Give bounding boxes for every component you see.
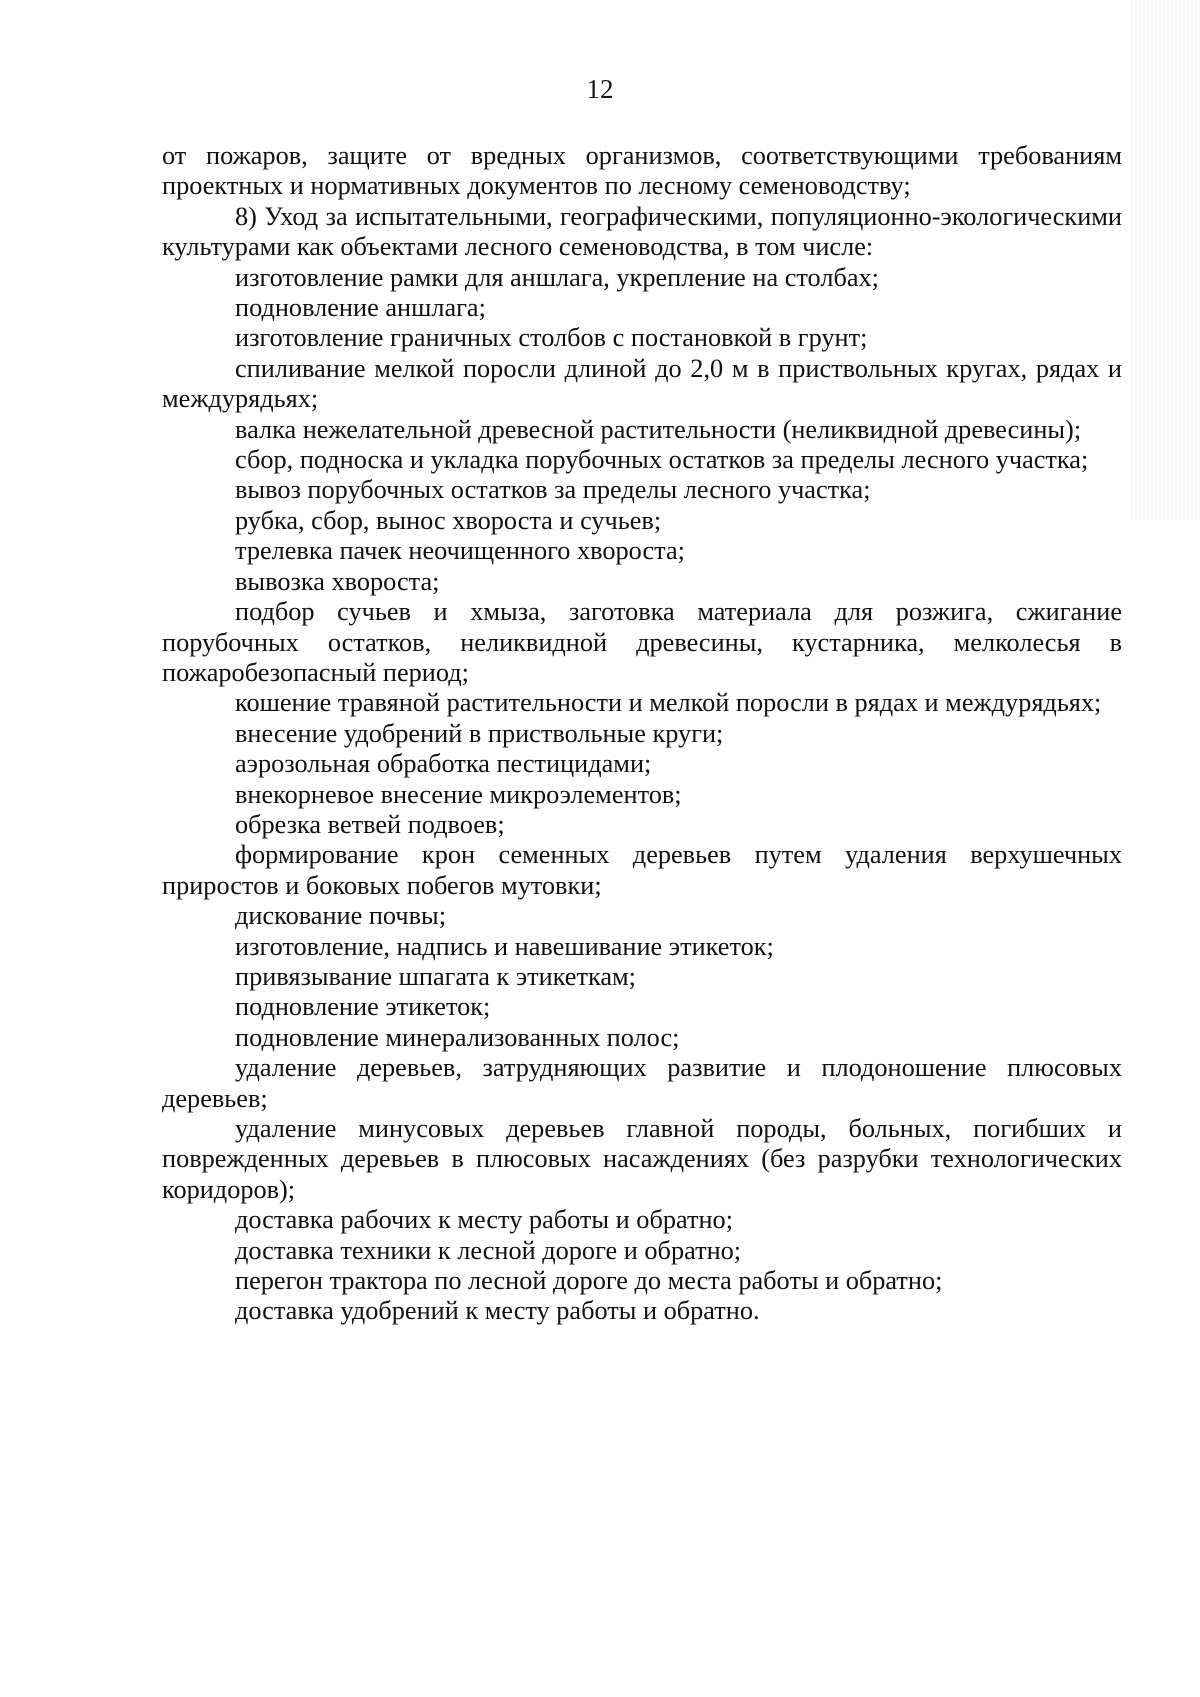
list-item: аэрозольная обработка пестицидами; (235, 749, 652, 779)
list-item: валка нежелательной древесной растительности (неликвидной древесины); (235, 414, 1082, 444)
paragraph: от пожаров, защите от вредных организмов, соответствующими требованиям проектных и нормативных документов по лесному семеноводству; (162, 141, 1122, 201)
list-item: изготовление, надпись и навешивание этикеток; (235, 931, 774, 961)
list-item: формирование крон семенных деревьев путем удаления верхушечных приростов и боковых побегов мутовки; (162, 840, 1122, 900)
list-item: привязывание шпагата к этикеткам; (235, 961, 636, 991)
list-item: перегон трактора по лесной дороге до места работы и обратно; (235, 1266, 943, 1296)
list-item: спиливание мелкой поросли длиной до 2,0 м в приствольных кругах, рядах и междурядьях; (162, 353, 1122, 414)
list-item: вывозка хвороста; (235, 566, 440, 596)
list-item: подновление аншлага; (235, 293, 486, 323)
list-item: удаление деревьев, затрудняющих развитие и плодоношение плюсовых деревьев; (162, 1053, 1122, 1113)
list-item: доставка техники к лесной дороге и обратно; (235, 1235, 742, 1265)
list-item: доставка удобрений к месту работы и обратно. (235, 1296, 760, 1326)
list-item: изготовление рамки для аншлага, укрепление на столбах; (235, 262, 879, 292)
list-item: внесение удобрений в приствольные круги; (235, 718, 724, 748)
list-item: трелевка пачек неочищенного хвороста; (235, 536, 685, 566)
list-item: доставка рабочих к месту работы и обратно; (235, 1205, 733, 1235)
document-body (162, 141, 1122, 1327)
list-item: подновление этикеток; (235, 992, 491, 1022)
paragraph: 8) Уход за испытательными, географическими, популяционно-экологическими культурами как объектами лесного семеноводства, в том числе: (162, 201, 1122, 262)
list-item: подбор сучьев и хмыза, заготовка материала для розжига, сжигание порубочных остатков, неликвидной древесины, кустарника, мелколесья в пожаробезопасный период; (162, 597, 1122, 687)
page-number: 12 (586, 74, 614, 104)
list-item: внекорневое внесение микроэлементов; (235, 779, 682, 809)
list-item: дискование почвы; (235, 901, 447, 931)
list-item: рубка, сбор, вынос хвороста и сучьев; (235, 505, 662, 535)
list-item: сбор, подноска и укладка порубочных остатков за пределы лесного участка; (235, 445, 1089, 475)
list-item: изготовление граничных столбов с постановкой в грунт; (235, 323, 868, 353)
list-item: кошение травяной растительности и мелкой поросли в рядах и междурядьях; (235, 688, 1102, 718)
list-item: подновление минерализованных полос; (235, 1022, 680, 1052)
list-item: обрезка ветвей подвоев; (235, 809, 505, 839)
list-item: удаление минусовых деревьев главной породы, больных, погибших и поврежденных деревьев в плюсовых насаждениях (без разрубки технологических коридоров); (162, 1114, 1122, 1204)
list-item: вывоз порубочных остатков за пределы лесного участка; (235, 475, 871, 505)
